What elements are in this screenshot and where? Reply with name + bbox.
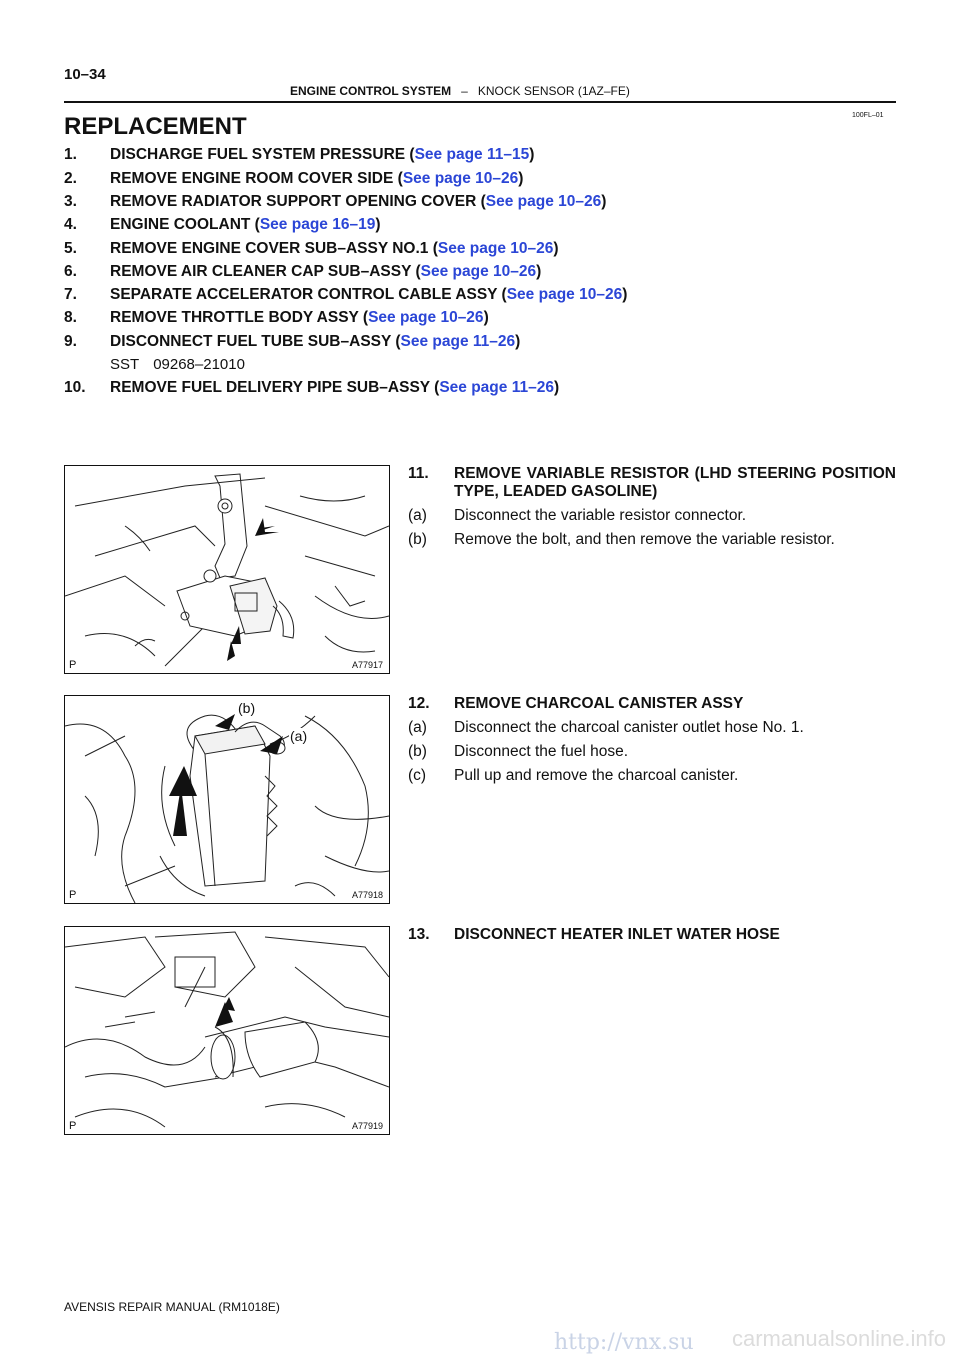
step-7 <box>64 286 627 304</box>
callout-a: (a) <box>290 728 308 744</box>
header-section: ENGINE CONTROL SYSTEM <box>290 84 452 98</box>
step-close: ) <box>536 263 542 280</box>
substep <box>408 507 896 525</box>
section-heading <box>408 695 896 713</box>
section-number: 11. <box>408 465 429 482</box>
substep-letter: (b) <box>408 743 427 760</box>
step-number: 9. <box>64 333 77 350</box>
step-3 <box>64 193 606 211</box>
running-header <box>290 84 630 98</box>
step-link[interactable]: See page 10–26 <box>437 240 554 257</box>
callout-b: (b) <box>238 700 256 716</box>
header-subsection: KNOCK SENSOR (1AZ–FE) <box>477 84 630 98</box>
figure-charcoal-canister <box>64 695 390 904</box>
step-text: SEPARATE ACCELERATOR CONTROL CABLE ASSY ( <box>110 286 507 303</box>
sst-label: SST <box>110 356 140 373</box>
step-text: REMOVE ENGINE ROOM COVER SIDE ( <box>110 170 403 187</box>
step-10 <box>64 379 559 397</box>
substep-text: Remove the bolt, and then remove the variable resistor. <box>454 531 835 548</box>
figure-heater-hose <box>64 926 390 1135</box>
step-link[interactable]: See page 11–26 <box>439 379 554 396</box>
page-title: REPLACEMENT <box>64 113 247 140</box>
sst-line <box>110 356 245 373</box>
watermark-link[interactable]: http://vnx.su <box>554 1330 694 1355</box>
section-title: REMOVE CHARCOAL CANISTER ASSY <box>454 695 744 712</box>
figure-prefix: P <box>69 1120 77 1132</box>
step-number: 10. <box>64 379 86 396</box>
substep-letter: (a) <box>408 507 427 524</box>
step-link[interactable]: See page 11–15 <box>414 146 530 163</box>
step-link[interactable]: See page 10–26 <box>402 170 519 187</box>
substep-text: Disconnect the fuel hose. <box>454 743 629 760</box>
step-link[interactable]: See page 10–26 <box>368 309 484 326</box>
step-5 <box>64 240 559 258</box>
footer: AVENSIS REPAIR MANUAL (RM1018E) <box>64 1300 280 1314</box>
section-13 <box>408 926 896 944</box>
step-close: ) <box>529 146 535 163</box>
substep <box>408 743 896 761</box>
step-number: 6. <box>64 263 77 280</box>
step-text: REMOVE ENGINE COVER SUB–ASSY NO.1 ( <box>110 240 438 257</box>
substep <box>408 767 896 785</box>
step-close: ) <box>622 286 628 303</box>
step-link[interactable]: See page 11–26 <box>400 333 516 350</box>
step-number: 2. <box>64 170 77 187</box>
engine-illustration-1 <box>65 466 389 673</box>
header-separator: – <box>461 84 468 98</box>
figure-id: A77919 <box>351 1121 383 1131</box>
step-close: ) <box>601 193 607 210</box>
step-close: ) <box>375 216 381 233</box>
section-12 <box>408 695 896 785</box>
section-number: 12. <box>408 695 430 712</box>
section-heading <box>408 465 896 501</box>
step-number: 3. <box>64 193 77 210</box>
step-close: ) <box>553 240 559 257</box>
substep <box>408 531 896 549</box>
step-close: ) <box>483 309 489 326</box>
step-number: 4. <box>64 216 77 233</box>
section-11 <box>408 465 896 549</box>
figure-variable-resistor <box>64 465 390 674</box>
step-text: REMOVE RADIATOR SUPPORT OPENING COVER ( <box>110 193 486 210</box>
step-number: 5. <box>64 240 77 257</box>
step-text: REMOVE AIR CLEANER CAP SUB–ASSY ( <box>110 263 421 280</box>
step-number: 8. <box>64 309 77 326</box>
step-link[interactable]: See page 16–19 <box>259 216 376 233</box>
step-text: DISCHARGE FUEL SYSTEM PRESSURE ( <box>110 146 415 163</box>
doc-code: 100FL–01 <box>852 112 884 119</box>
step-close: ) <box>518 170 524 187</box>
section-title: DISCONNECT HEATER INLET WATER HOSE <box>454 926 780 943</box>
step-close: ) <box>515 333 521 350</box>
figure-id: A77918 <box>351 890 383 900</box>
step-link[interactable]: See page 10–26 <box>506 286 623 303</box>
header-rule <box>64 101 896 103</box>
step-text: REMOVE FUEL DELIVERY PIPE SUB–ASSY ( <box>110 379 440 396</box>
step-text: REMOVE THROTTLE BODY ASSY ( <box>110 309 369 326</box>
step-close: ) <box>553 379 560 396</box>
figure-prefix: P <box>69 889 77 901</box>
step-9 <box>64 333 520 351</box>
engine-illustration-2 <box>65 696 389 903</box>
step-text: DISCONNECT FUEL TUBE SUB–ASSY ( <box>110 333 401 350</box>
watermark-site: carmanualsonline.info <box>732 1326 947 1351</box>
substep <box>408 719 896 737</box>
step-2 <box>64 170 523 188</box>
substep-text: Pull up and remove the charcoal canister. <box>454 767 739 784</box>
figure-prefix: P <box>69 659 77 671</box>
step-link[interactable]: See page 10–26 <box>420 263 537 280</box>
step-link[interactable]: See page 10–26 <box>485 193 602 210</box>
step-number: 7. <box>64 286 77 303</box>
step-text: ENGINE COOLANT ( <box>110 216 260 233</box>
section-heading <box>408 926 896 944</box>
step-8 <box>64 309 489 327</box>
step-number: 1. <box>64 146 77 163</box>
substep-text: Disconnect the charcoal canister outlet hose No. 1. <box>454 719 804 736</box>
step-1 <box>64 146 534 164</box>
substep-letter: (a) <box>408 719 427 736</box>
page-number: 10–34 <box>64 66 106 83</box>
step-4 <box>64 216 381 234</box>
substep-letter: (c) <box>408 767 427 784</box>
section-title: REMOVE VARIABLE RESISTOR (LHD STEERING POSITION TYPE, LEADED GASOLINE) <box>454 465 896 500</box>
section-number: 13. <box>408 926 430 943</box>
substep-text: Disconnect the variable resistor connector. <box>454 507 747 524</box>
substep-letter: (b) <box>408 531 427 548</box>
engine-illustration-3 <box>65 927 389 1134</box>
figure-id: A77917 <box>351 660 383 670</box>
step-6 <box>64 263 541 281</box>
sst-value: 09268–21010 <box>153 356 245 373</box>
